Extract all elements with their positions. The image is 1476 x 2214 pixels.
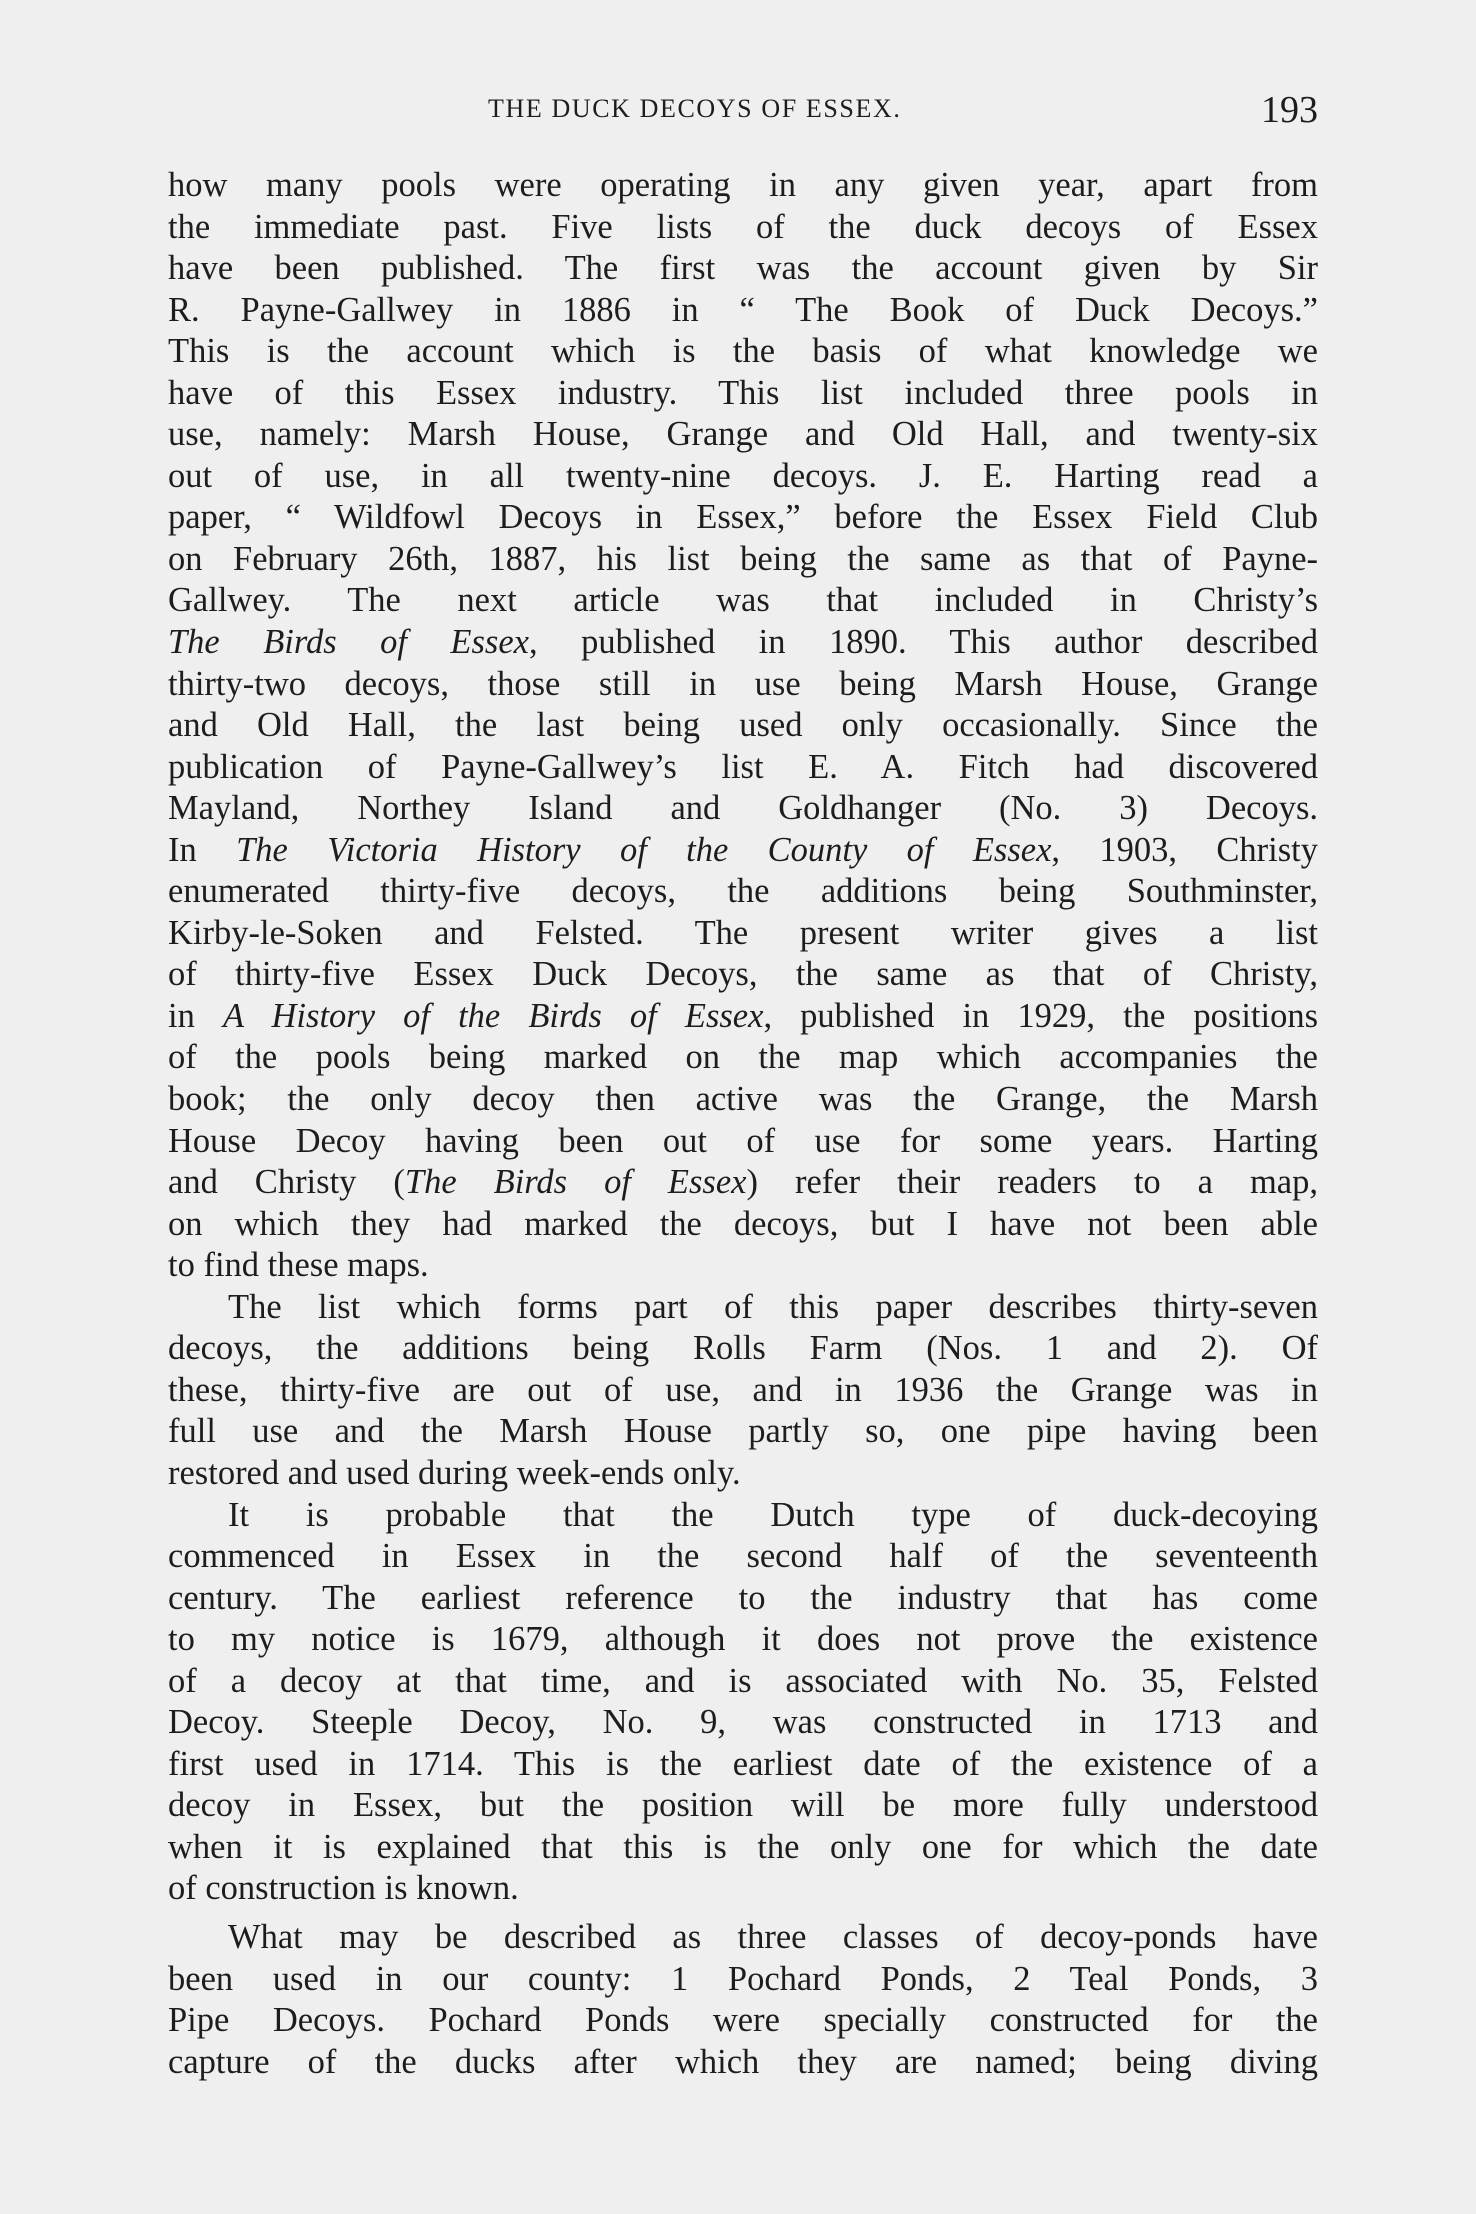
text-line [168, 1037, 1318, 1079]
text-segment: restored and used during week-ends only. [168, 1453, 741, 1492]
text-segment: decoy in Essex, but the position will be more fully understood [168, 1786, 1318, 1825]
text-segment: and Christy ( [168, 1163, 405, 1202]
text-line [168, 996, 1318, 1038]
text-line [168, 788, 1318, 830]
text-segment: , published in 1929, the positions [763, 996, 1318, 1035]
text-segment: full use and the Marsh House partly so, one pipe having been [168, 1412, 1318, 1451]
text-line [168, 913, 1318, 955]
text-line [168, 1661, 1318, 1703]
text-line [168, 207, 1318, 249]
text-line [168, 1121, 1318, 1163]
text-line [168, 1702, 1318, 1744]
text-line [168, 497, 1318, 539]
text-segment: book; the only decoy then active was the Grange, the Marsh [168, 1080, 1318, 1119]
text-line [168, 871, 1318, 913]
text-segment: of thirty-five Essex Duck Decoys, the same as that of Christy, [168, 955, 1318, 994]
text-segment: In [168, 830, 237, 869]
text-line [168, 664, 1318, 706]
text-line [168, 1328, 1318, 1370]
text-line [168, 414, 1318, 456]
text-line [168, 373, 1318, 415]
text-line [168, 456, 1318, 498]
text-segment: decoys, the additions being Rolls Farm (Nos. 1 and 2). Of [168, 1329, 1318, 1368]
text-segment: use, namely: Marsh House, Grange and Old Hall, and twenty-six [168, 415, 1318, 454]
text-segment: of a decoy at that time, and is associated with No. 35, Felsted [168, 1661, 1318, 1700]
text-line [168, 1785, 1318, 1827]
text-line [168, 1744, 1318, 1786]
text-line [168, 1204, 1318, 1246]
text-line [168, 1827, 1318, 1869]
paragraph [168, 1917, 1318, 2083]
text-segment: The list which forms part of this paper describes thirty-seven [228, 1287, 1318, 1326]
text-segment: on February 26th, 1887, his list being the same as that of Payne- [168, 539, 1318, 578]
text-segment: out of use, in all twenty-nine decoys. J. E. Harting read a [168, 456, 1318, 495]
body-text [168, 165, 1318, 2083]
text-segment: have of this Essex industry. This list included three pools in [168, 373, 1318, 412]
text-segment: first used in 1714. This is the earliest date of the existence of a [168, 1744, 1318, 1783]
text-segment: commenced in Essex in the second half of the seventeenth [168, 1537, 1318, 1576]
text-line [168, 1079, 1318, 1121]
text-line [168, 2042, 1318, 2084]
text-segment: how many pools were operating in any given year, apart from [168, 166, 1318, 204]
text-line [168, 1245, 1318, 1287]
italic-title: The Victoria History of the County of Essex [236, 830, 1052, 869]
text-line [168, 954, 1318, 996]
text-line [168, 1868, 1318, 1910]
text-segment: ) refer their readers to a map, [746, 1163, 1318, 1202]
text-segment: of the pools being marked on the map which accompanies the [168, 1038, 1318, 1077]
text-line [168, 1536, 1318, 1578]
text-line [168, 830, 1318, 872]
text-segment: , 1903, Christy [1051, 830, 1318, 869]
paragraph [168, 1495, 1318, 1910]
text-line [168, 1370, 1318, 1412]
text-segment: these, thirty-five are out of use, and in 1936 the Grange was in [168, 1370, 1318, 1409]
text-line [168, 1959, 1318, 2001]
italic-title: The Birds of Essex [168, 623, 529, 662]
text-segment: It is probable that the Dutch type of duck-decoying [228, 1495, 1318, 1534]
text-segment: when it is explained that this is the only one for which the date [168, 1827, 1318, 1866]
text-segment: on which they had marked the decoys, but I have not been able [168, 1204, 1318, 1243]
text-line [168, 1453, 1318, 1495]
text-segment: century. The earliest reference to the industry that has come [168, 1578, 1318, 1617]
text-line [168, 1619, 1318, 1661]
text-segment: Kirby-le-Soken and Felsted. The present writer gives a list [168, 913, 1318, 952]
text-line [168, 1917, 1318, 1959]
paragraph [168, 1287, 1318, 1495]
text-line [168, 290, 1318, 332]
paragraph [168, 165, 1318, 1287]
text-line [168, 165, 1318, 207]
text-line [168, 1411, 1318, 1453]
text-segment: been used in our county: 1 Pochard Ponds, 2 Teal Ponds, 3 [168, 1959, 1318, 1998]
text-segment: publication of Payne-Gallwey’s list E. A. Fitch had discovered [168, 747, 1318, 786]
text-segment: capture of the ducks after which they are named; being diving [168, 2042, 1318, 2081]
text-segment: Gallwey. The next article was that included in Christy’s [168, 581, 1318, 620]
text-segment: R. Payne-Gallwey in 1886 in “ The Book of Duck Decoys.” [168, 290, 1318, 329]
page-number: 193 [1261, 89, 1318, 131]
text-segment: the immediate past. Five lists of the duck decoys of Essex [168, 207, 1318, 246]
text-segment: This is the account which is the basis of what knowledge we [168, 332, 1318, 371]
text-line [168, 248, 1318, 290]
text-line [168, 331, 1318, 373]
text-segment: Pipe Decoys. Pochard Ponds were specially constructed for the [168, 2001, 1318, 2040]
text-line [168, 705, 1318, 747]
text-line [168, 1578, 1318, 1620]
text-segment: thirty-two decoys, those still in use being Marsh House, Grange [168, 664, 1318, 703]
text-segment: of construction is known. [168, 1869, 519, 1908]
text-line [168, 622, 1318, 664]
text-segment: , published in 1890. This author described [528, 623, 1318, 662]
text-line [168, 1162, 1318, 1204]
running-title: THE DUCK DECOYS OF ESSEX. [488, 94, 902, 123]
italic-title: The Birds of Essex [404, 1163, 747, 1202]
text-line [168, 539, 1318, 581]
text-line [168, 1287, 1318, 1329]
text-segment: to find these maps. [168, 1246, 429, 1285]
page-header [168, 88, 1318, 132]
text-segment: in [168, 996, 223, 1035]
text-segment: to my notice is 1679, although it does not prove the existence [168, 1620, 1318, 1659]
text-line [168, 1495, 1318, 1537]
text-segment: Decoy. Steeple Decoy, No. 9, was constructed in 1713 and [168, 1703, 1318, 1742]
italic-title: A History of the Birds of Essex [222, 996, 764, 1035]
text-line [168, 747, 1318, 789]
text-segment: and Old Hall, the last being used only occasionally. Since the [168, 706, 1318, 745]
text-segment: enumerated thirty-five decoys, the additions being Southminster, [168, 872, 1318, 911]
text-segment: What may be described as three classes of decoy-ponds have [228, 1917, 1318, 1956]
text-segment: paper, “ Wildfowl Decoys in Essex,” before the Essex Field Club [168, 498, 1318, 537]
text-segment: Mayland, Northey Island and Goldhanger (No. 3) Decoys. [168, 789, 1318, 828]
text-line [168, 580, 1318, 622]
text-segment: House Decoy having been out of use for some years. Harting [168, 1121, 1318, 1160]
text-segment: have been published. The first was the account given by Sir [168, 249, 1318, 288]
text-line [168, 2000, 1318, 2042]
